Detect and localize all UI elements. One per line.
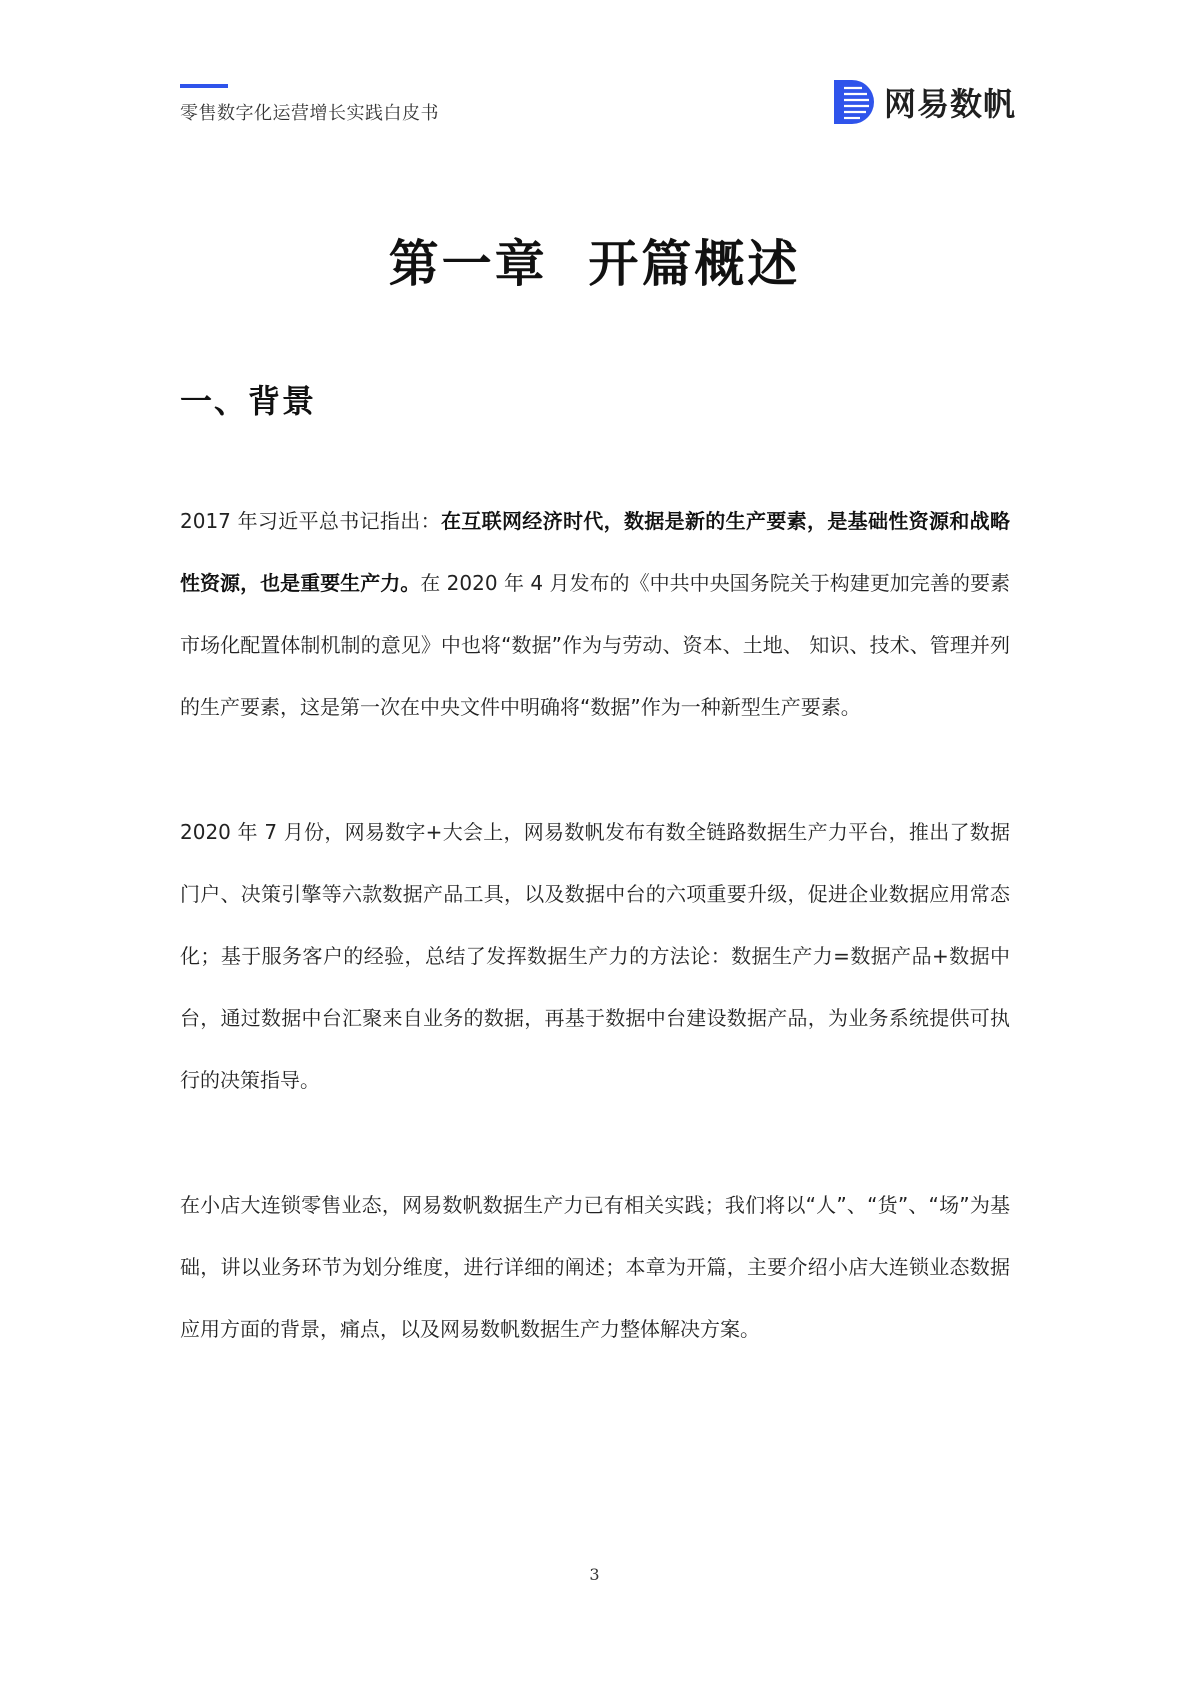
paragraph-1-rest: 在 2020 年 4 月发布的《中共中央国务院关于构建更加完善的要素市场化配置体制机制的意见》中也将“数据”作为与劳动、资本、土地、 知识、技术、管理并列的生产要素，这是第一次在中央文件中明确将“数据”作为一种新型生产要素。: [180, 571, 1010, 719]
page-number: 3: [589, 1565, 600, 1584]
chapter-title: 第一章 开篇概述: [388, 235, 801, 293]
netease-shufan-logo-icon: [834, 80, 874, 124]
brand-name: 网易数帆: [884, 85, 1017, 123]
section-heading: 一、背景: [180, 382, 317, 420]
paragraph-2: 2020 年 7 月份，网易数字+大会上，网易数帆发布有数全链路数据生产力平台，推出了数据门户、决策引擎等六款数据产品工具，以及数据中台的六项重要升级，促进企业数据应用常态化；基于服务客户的经验，总结了发挥数据生产力的方法论：数据生产力=数据产品+数据中台，通过数据中台汇聚来自业务的数据，再基于数据中台建设数据产品，为业务系统提供可执行的决策指导。: [180, 820, 1010, 1092]
paragraph-3: 在小店大连锁零售业态，网易数帆数据生产力已有相关实践；我们将以“人”、“货”、“场”为基础，讲以业务环节为划分维度，进行详细的阐述；本章为开篇，主要介绍小店大连锁业态数据应用方面的背景，痛点，以及网易数帆数据生产力整体解决方案。: [180, 1193, 1010, 1341]
paragraph-1-lead: 2017 年习近平总书记指出：: [180, 509, 441, 533]
document-title: 零售数字化运营增长实践白皮书: [180, 103, 439, 124]
paragraph-1-quote: 在互联网经济时代，数据是新的生产要素，是基础性资源和战略性资源，也是重要生产力。: [180, 509, 1011, 595]
paragraph-1: [180, 490, 1010, 738]
brand-logo: [834, 80, 1016, 124]
header-accent-bar: [180, 84, 228, 88]
